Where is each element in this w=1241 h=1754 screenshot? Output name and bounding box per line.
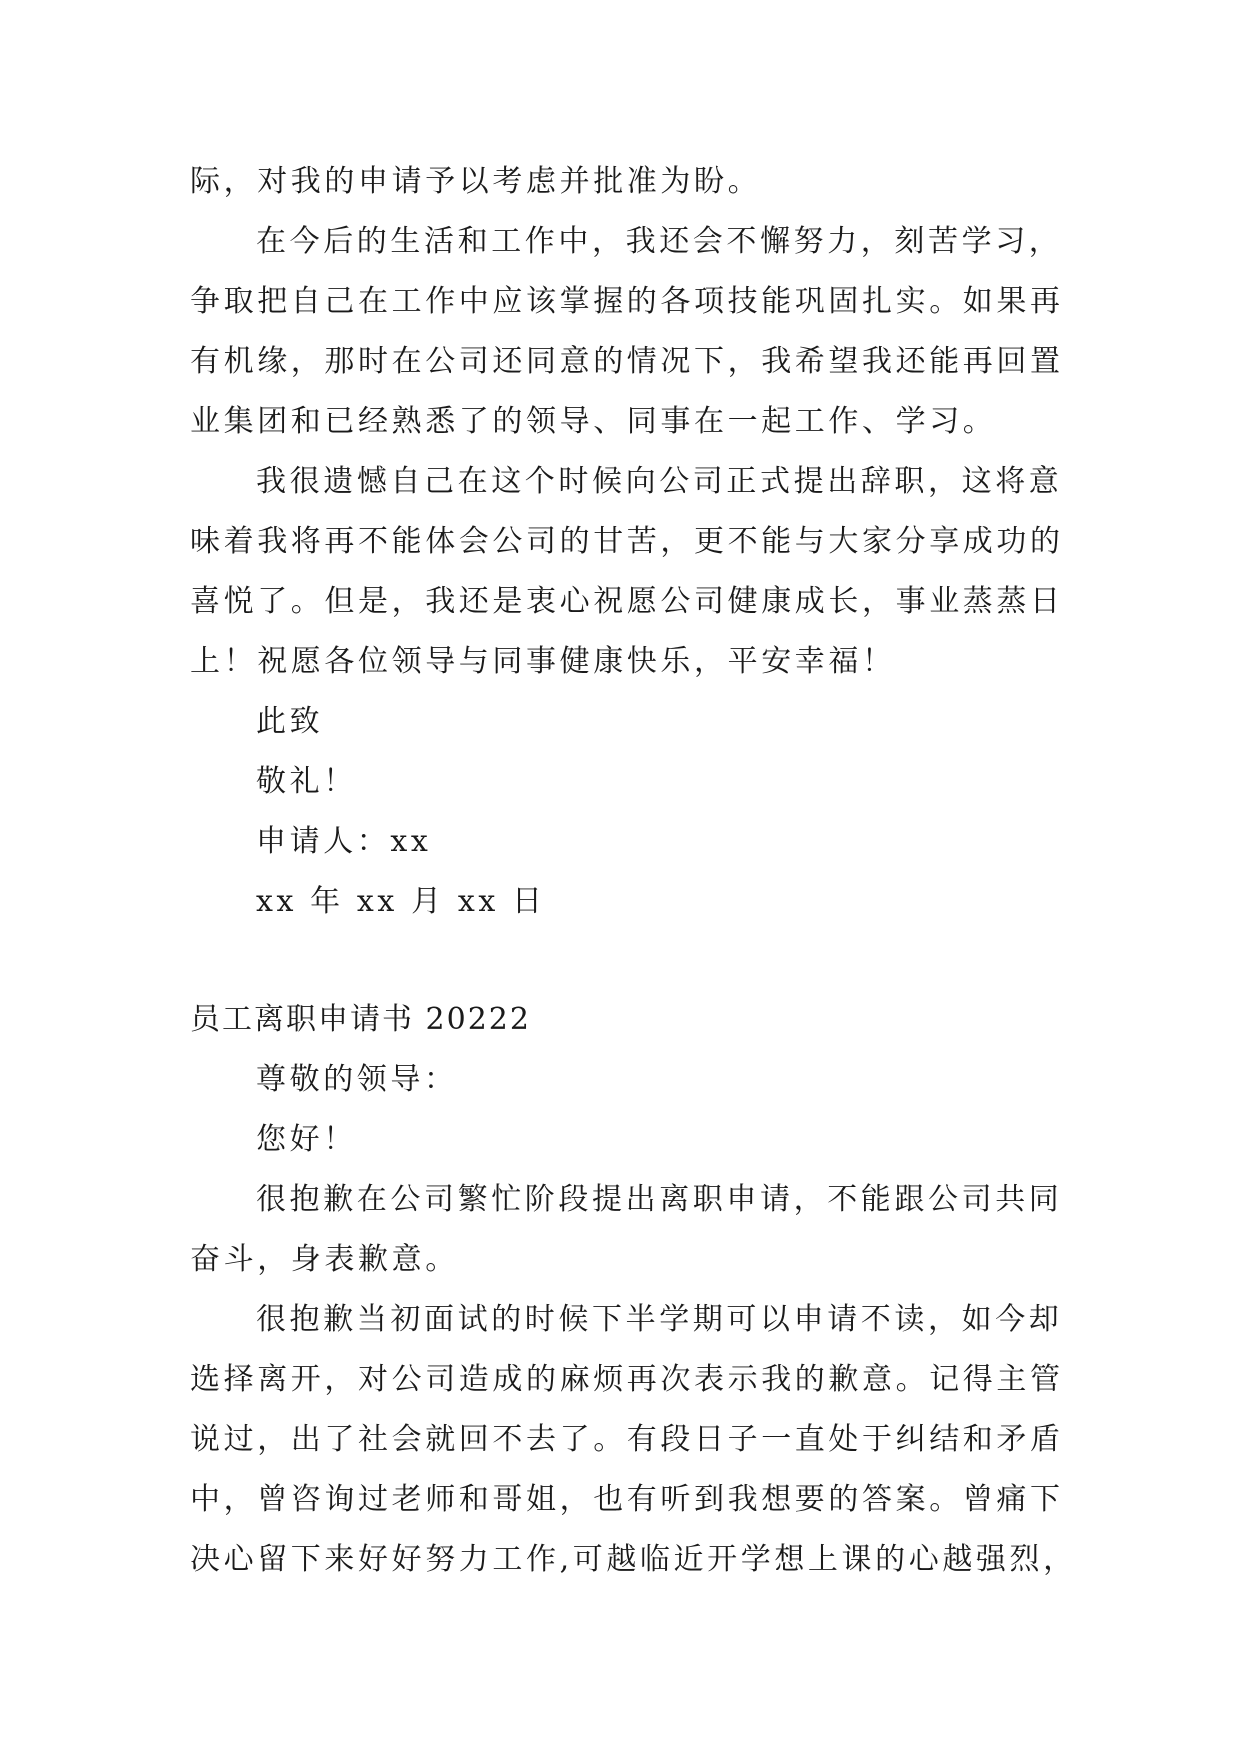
paragraph-line: 很抱歉当初面试的时候下半学期可以申请不读，如今却	[256, 1302, 1063, 1337]
paragraph-line: 有机缘，那时在公司还同意的情况下，我希望我还能再回置	[190, 344, 1064, 379]
applicant-line: 申请人：xx	[256, 824, 432, 859]
paragraph-line: 我很遗憾自己在这个时候向公司正式提出辞职，这将意	[256, 464, 1063, 499]
paragraph-line: 际，对我的申请予以考虑并批准为盼。	[190, 164, 762, 199]
document-body	[190, 152, 1077, 1590]
paragraph-line: 喜悦了。但是，我还是衷心祝愿公司健康成长，事业蒸蒸日	[190, 584, 1064, 619]
paragraph-line: 奋斗，身表歉意。	[190, 1242, 459, 1277]
paragraph-line: 说过，出了社会就回不去了。有段日子一直处于纠结和矛盾	[190, 1422, 1064, 1457]
paragraph-line: 选择离开，对公司造成的麻烦再次表示我的歉意。记得主管	[190, 1362, 1064, 1397]
paragraph-line: 决心留下来好好努力工作,可越临近开学想上课的心越强烈，	[190, 1542, 1077, 1577]
letter-closing: 此致	[256, 704, 324, 739]
paragraph-line: 上！祝愿各位领导与同事健康快乐，平安幸福！	[190, 644, 896, 679]
letter-hello: 您好！	[256, 1122, 357, 1157]
letter-salute: 敬礼！	[256, 764, 357, 799]
paragraph-line: 业集团和已经熟悉了的领导、同事在一起工作、学习。	[190, 404, 997, 439]
date-line: xx 年 xx 月 xx 日	[256, 884, 546, 919]
section-spacer	[190, 932, 1060, 990]
paragraph-line: 争取把自己在工作中应该掌握的各项技能巩固扎实。如果再	[190, 284, 1064, 319]
paragraph-line: 在今后的生活和工作中，我还会不懈努力，刻苦学习，	[256, 224, 1063, 259]
section-title: 员工离职申请书 20222	[190, 1002, 531, 1037]
letter-greeting: 尊敬的领导：	[256, 1062, 458, 1097]
paragraph-line: 中，曾咨询过老师和哥姐，也有听到我想要的答案。曾痛下	[190, 1482, 1064, 1517]
paragraph-line: 味着我将再不能体会公司的甘苦，更不能与大家分享成功的	[190, 524, 1064, 559]
paragraph-line: 很抱歉在公司繁忙阶段提出离职申请，不能跟公司共同	[256, 1182, 1063, 1217]
